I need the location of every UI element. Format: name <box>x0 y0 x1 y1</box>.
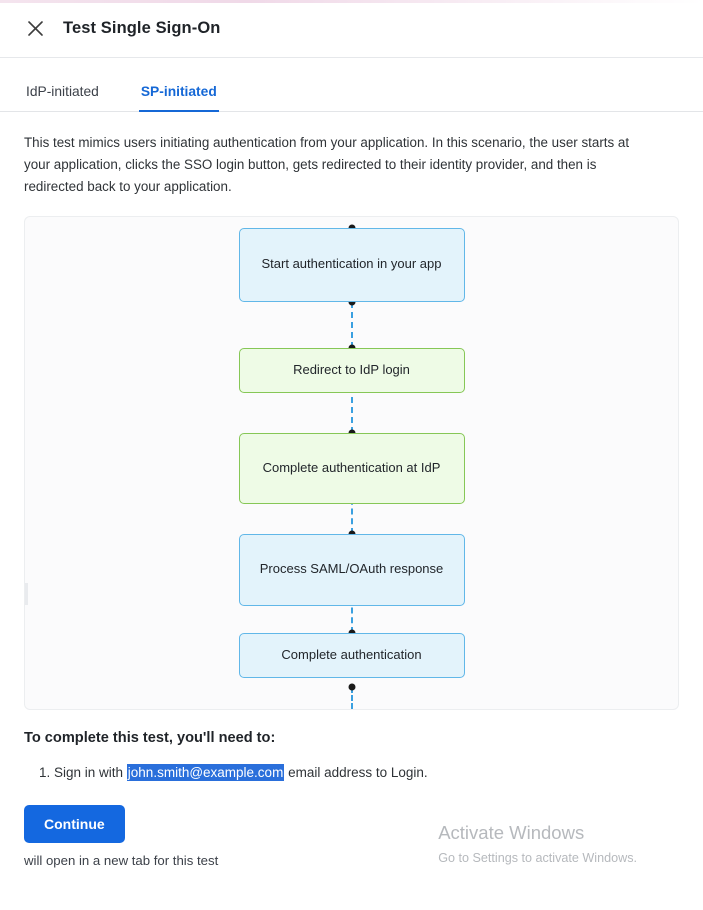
watermark-title: Activate Windows <box>438 821 585 843</box>
connector-1-2 <box>351 302 353 348</box>
new-tab-note: will open in a new tab for this test <box>24 853 219 869</box>
flow-node-complete-auth-at-idp: Complete authentication at IdP <box>239 433 465 504</box>
flow-node-process-response: Process SAML/OAuth response <box>239 534 465 606</box>
tab-idp-initiated[interactable]: IdP-initiated <box>26 84 99 99</box>
page-title: Test Single Sign-On <box>63 19 221 37</box>
todo-list <box>24 762 679 784</box>
flow-node-start-authentication: Start authentication in your app <box>239 228 465 302</box>
flow-dot <box>348 683 355 690</box>
footer-section <box>0 710 703 869</box>
watermark-subtitle: Go to Settings to activate Windows. <box>438 851 637 865</box>
step-prefix: Sign in with <box>54 764 127 780</box>
modal-header <box>0 0 703 58</box>
test-description: This test mimics users initiating authentication from your application. In this scenario, the user starts at your application, clicks the SSO login button, gets redirected to their identity provider, and then is redirected back to your application. <box>24 135 630 194</box>
tab-sp-initiated[interactable]: SP-initiated <box>139 84 219 111</box>
step-suffix: email address to Login. <box>284 764 428 780</box>
todo-heading: To complete this test, you'll need to: <box>24 729 276 746</box>
tab-bar <box>0 84 703 112</box>
flowchart <box>25 217 678 709</box>
list-item <box>54 762 679 784</box>
flow-node-redirect-to-idp: Redirect to IdP login <box>239 348 465 393</box>
close-icon[interactable] <box>24 18 46 40</box>
email-value[interactable]: john.smith@example.com <box>127 764 284 780</box>
continue-button[interactable]: Continue <box>24 805 125 843</box>
flow-node-complete-authentication: Complete authentication <box>239 633 465 678</box>
flow-diagram-panel <box>24 216 679 710</box>
